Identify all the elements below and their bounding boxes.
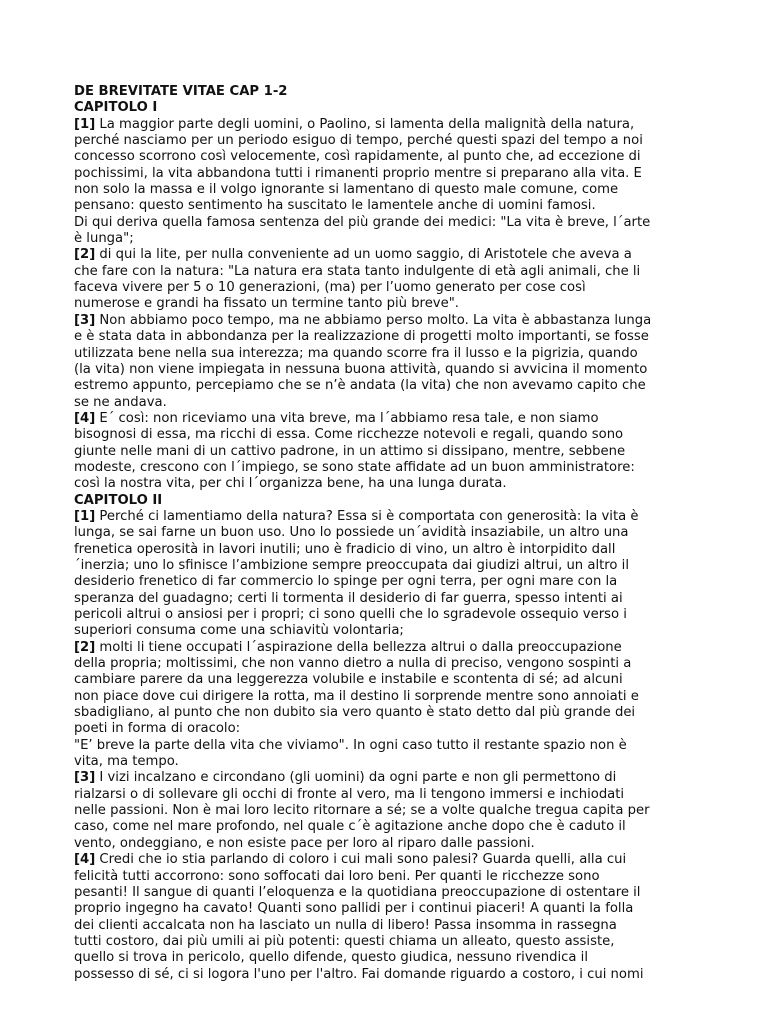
text-line: [74, 689, 694, 705]
line-text: quello si trova in pericolo, quello difende, questo giudica, nessuno rivendica il: [74, 950, 588, 966]
paragraph-marker: [2]: [74, 639, 96, 655]
line-text: che fare con la natura: "La natura era stata tanto indulgente di età agli animali, che li: [74, 263, 641, 279]
text-line: [74, 869, 694, 885]
text-line: [74, 672, 694, 688]
text-line: [74, 411, 694, 427]
text-line: [74, 280, 694, 296]
line-text: rialzarsi o di sollevare gli occhi di fronte al vero, ma li tengono immersi e inchiodati: [74, 786, 625, 802]
text-line: [74, 770, 694, 786]
text-line: [74, 149, 694, 165]
document-body: [74, 84, 694, 983]
line-text: bisognosi di essa, ma ricchi di essa. Come ricchezze notevoli e regali, quando sono: [74, 427, 624, 443]
line-text: possesso di sé, ci si logora l'uno per l'altro. Fai domande riguardo a costoro, i cui nomi: [74, 966, 644, 982]
line-text: E´ così: non riceviamo una vita breve, ma l´abbiamo resa tale, e non siamo: [95, 410, 599, 426]
line-text: La maggior parte degli uomini, o Paolino, si lamenta della malignità della natura,: [95, 116, 635, 132]
line-text: è lunga";: [74, 231, 134, 247]
text-line: [74, 215, 694, 231]
text-line: [74, 754, 694, 770]
text-line: [74, 901, 694, 917]
line-text: lunga, se sai farne un buon uso. Uno lo possiede un´avidità insaziabile, un altro una: [74, 525, 629, 541]
text-line: [74, 950, 694, 966]
text-line: [74, 133, 694, 149]
chapter-heading: CAPITOLO II: [74, 492, 163, 508]
text-line: [74, 738, 694, 754]
line-text: vita, ma tempo.: [74, 754, 179, 770]
line-text: sbadigliano, al punto che non dubito sia vero quanto è stato detto dal più grande dei: [74, 705, 636, 721]
text-line: [74, 623, 694, 639]
text-line: [74, 166, 694, 182]
text-line: [74, 656, 694, 672]
text-line: [74, 558, 694, 574]
text-line: [74, 509, 694, 525]
line-text: tutti costoro, dai più umili ai più potenti: questi chiama un alleato, questo assiste,: [74, 933, 615, 949]
text-line: [74, 444, 694, 460]
text-line: [74, 705, 694, 721]
text-line: [74, 313, 694, 329]
document-title: DE BREVITATE VITAE CAP 1-2: [74, 84, 288, 99]
paragraph-marker: [1]: [74, 116, 96, 132]
line-text: se ne andava.: [74, 394, 167, 410]
text-line: [74, 967, 694, 983]
line-text: "E’ breve la parte della vita che viviamo". In ogni caso tutto il restante spazio non è: [74, 737, 627, 753]
line-text: felicità tutti accorrono: sono soffocati dai loro beni. Per quanti le ricchezze sono: [74, 868, 600, 884]
text-line: [74, 542, 694, 558]
line-text: non piace dove cui dirigere la rotta, ma il destino li sorprende mentre sono annoiati e: [74, 688, 639, 704]
line-text: I vizi incalzano e circondano (gli uomini) da ogni parte e non gli permettono di: [95, 770, 617, 786]
line-text: molti li tiene occupati l´aspirazione della bellezza altrui o dalla preoccupazione: [95, 639, 622, 655]
line-text: Non abbiamo poco tempo, ma ne abbiamo perso molto. La vita è abbastanza lunga: [95, 312, 652, 328]
paragraph-marker: [1]: [74, 508, 96, 524]
text-line: [74, 607, 694, 623]
text-line: [74, 427, 694, 443]
text-line: [74, 574, 694, 590]
text-line: [74, 247, 694, 263]
line-text: Credi che io stia parlando di coloro i cui mali sono palesi? Guarda quelli, alla cui: [95, 852, 627, 868]
text-line: [74, 819, 694, 835]
text-line: [74, 198, 694, 214]
line-text: vento, ondeggiano, e non esiste pace per loro al riparo dalle passioni.: [74, 835, 535, 851]
line-text: dei clienti accalcata non ha lasciato un nulla di libero! Passa insomma in rassegna: [74, 917, 617, 933]
text-line: [74, 803, 694, 819]
chapter-heading: CAPITOLO I: [74, 100, 158, 116]
line-text: estremo appunto, percepiamo che se n’è andata (la vita) che non avevamo capito che: [74, 378, 646, 394]
text-line: [74, 476, 694, 492]
line-text: concesso scorrono così velocemente, così rapidamente, al punto che, ad eccezione di: [74, 149, 641, 165]
text-line: [74, 117, 694, 133]
paragraph-marker: [3]: [74, 770, 96, 786]
line-text: giunte nelle mani di un cattivo padrone, in un attimo si dissipano, mentre, sebbene: [74, 443, 626, 459]
text-line: [74, 721, 694, 737]
text-line: [74, 346, 694, 362]
line-text: ´inerzia; uno lo sfinisce l’ambizione sempre preoccupata dai giudizi altrui, un altro il: [74, 557, 629, 573]
line-text: pericoli altrui o ansiosi per i propri; ci sono quelli che lo sgradevole ossequio verso i: [74, 607, 627, 622]
text-line: [74, 525, 694, 541]
line-text: non solo la massa e il volgo ignorante si lamentano di questo male comune, come: [74, 182, 619, 198]
text-line: [74, 460, 694, 476]
line-text: pesanti! Il sangue di quanti l’eloquenza e la quotidiana preoccupazione di ostentare il: [74, 884, 641, 900]
line-text: così la nostra vita, per chi l´organizza bene, ha una lunga durata.: [74, 476, 507, 492]
line-text: pensano: questo sentimento ha suscitato le lamentele anche di uomini famosi.: [74, 198, 596, 214]
line-text: frenetica operosità in lavori inutili; uno è fradicio di vino, un altro è intorpidito dall: [74, 541, 616, 557]
line-text: faceva vivere per 5 o 10 generazioni, (ma) per l’uomo generato per cose così: [74, 280, 586, 296]
text-line: [74, 852, 694, 868]
text-line: [74, 591, 694, 607]
line-text: e è stata data in abbondanza per la realizzazione di progetti molto importanti, se fosse: [74, 329, 649, 345]
text-line: [74, 640, 694, 656]
line-text: superiori consuma come una schiavitù volontaria;: [74, 623, 404, 639]
text-line: [74, 918, 694, 934]
line-text: speranza del guadagno; certi li tormenta il desiderio di far guerra, spesso intenti ai: [74, 590, 623, 606]
text-line: [74, 182, 694, 198]
text-line: [74, 836, 694, 852]
line-text: Di qui deriva quella famosa sentenza del più grande dei medici: "La vita è breve, l´arte: [74, 214, 651, 230]
line-text: cambiare parere da una leggerezza volubile e instabile e scontenta di sé; ad alcuni: [74, 672, 623, 688]
text-line: [74, 395, 694, 411]
text-line: [74, 378, 694, 394]
line-text: numerose e grandi ha fissato un termine tanto più breve".: [74, 296, 459, 312]
line-text: proprio ingegno ha cavato! Quanti sono pallidi per i continui piaceri! A quanti la folla: [74, 901, 634, 917]
line-text: caso, come nel mare profondo, nel quale c´è agitazione anche dopo che è caduto il: [74, 819, 626, 835]
text-line: [74, 329, 694, 345]
line-text: utilizzata bene nella sua interezza; ma quando scorre fra il lusso e la pigrizia, quando: [74, 345, 638, 361]
line-text: modeste, crescono con l´impiego, se sono state affidate ad un buon amministratore:: [74, 459, 635, 475]
line-text: di qui la lite, per nulla conveniente ad un uomo saggio, di Aristotele che aveva a: [95, 247, 632, 263]
text-line: [74, 934, 694, 950]
line-text: (la vita) non viene impiegata in nessuna buona attività, quando si avvicina il momento: [74, 361, 648, 377]
text-line: [74, 362, 694, 378]
paragraph-marker: [3]: [74, 312, 96, 328]
text-line: [74, 787, 694, 803]
line-text: nelle passioni. Non è mai loro lecito ritornare a sé; se a volte qualche tregua capita per: [74, 803, 650, 819]
line-text: della propria; moltissimi, che non vanno dietro a nulla di preciso, vengono sospinti a: [74, 656, 632, 672]
line-text: poeti in forma di oracolo:: [74, 721, 241, 737]
line-text: desiderio frenetico di far commercio lo spinge per ogni terra, per ogni mare con la: [74, 574, 618, 590]
paragraph-marker: [2]: [74, 247, 96, 263]
text-line: [74, 296, 694, 312]
line-text: Perché ci lamentiamo della natura? Essa si è comportata con generosità: la vita è: [95, 508, 639, 524]
line-text: pochissimi, la vita abbandona tutti i rimanenti proprio mentre si preparano alla vita. E: [74, 165, 642, 181]
line-text: perché nasciamo per un periodo esiguo di tempo, perché questi spazi del tempo a noi: [74, 133, 643, 149]
text-line: [74, 231, 694, 247]
text-line: [74, 264, 694, 280]
text-line: [74, 885, 694, 901]
paragraph-marker: [4]: [74, 852, 96, 868]
paragraph-marker: [4]: [74, 410, 96, 426]
